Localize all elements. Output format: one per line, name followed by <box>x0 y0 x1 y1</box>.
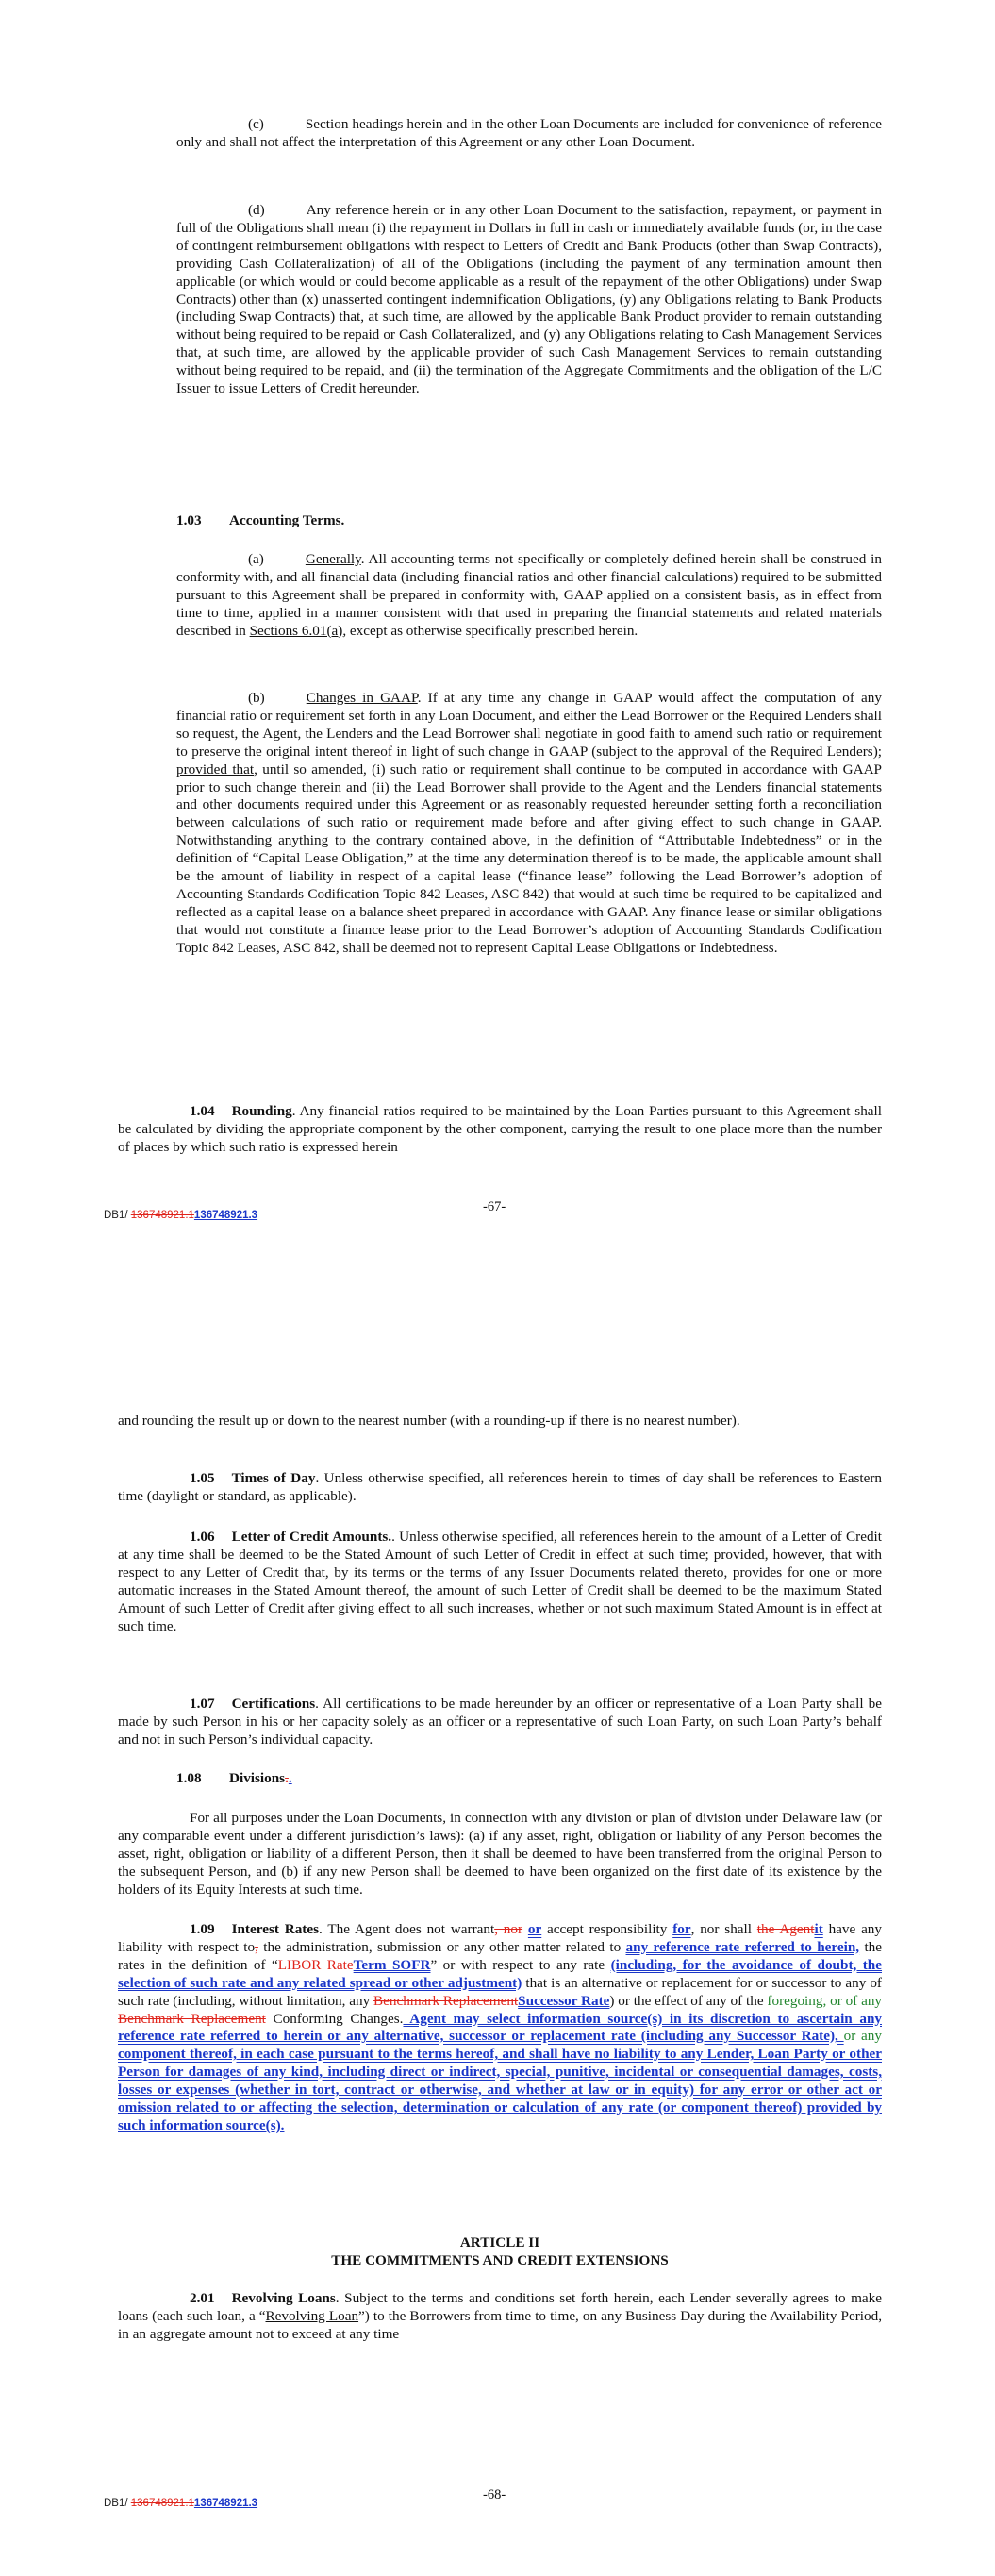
document-id-footer <box>104 1210 257 1221</box>
inserted-text: Agent may select information source(s) in its discretion to ascertain any reference rate referred to herein or any alternative, successor or replacement rate (including any Successor Rate), <box>118 2010 882 2045</box>
section-title: Interest Rates <box>231 1921 320 1937</box>
paragraph-c-label: (c) <box>248 116 264 132</box>
text-run: accept responsibility <box>541 1921 673 1937</box>
paragraph-a-caption: Generally <box>305 551 361 567</box>
paragraph-divisions: For all purposes under the Loan Documents, in connection with any division or plan of division under Delaware law (or any comparable event under a different jurisdiction’s laws): (a) if any asset, right, obligation or liability of any Person becomes the asset, right, obligation or liability of a different Person, then it shall be deemed to have been transferred from the original Person to the subsequent Person, and (b) if any new Person shall be deemed to have been organized on the first date of its existence by the holders of its Equity Interests at such time. <box>118 1810 882 1898</box>
text-run: have any liability with respect to <box>118 1921 882 1955</box>
paragraph-1-07-text: . All certifications to be made hereunder by an officer or representative of a Loan Party shall be made by such Person in his or her capacity solely as an officer or a representative of such Loan Party, on such Loan Party’s behalf and not in such Person’s individual capacity. <box>118 1696 882 1748</box>
paragraph-a-label: (a) <box>248 551 264 567</box>
paragraph-d-label: (d) <box>248 202 265 218</box>
document-id-prefix: DB1/ <box>104 1210 131 1221</box>
paragraph-c-text: Section headings herein and in the other Loan Documents are included for convenience of reference only and shall not affect the interpretation of this Agreement or any other Loan Document. <box>176 116 882 150</box>
deleted-text: , <box>255 1938 258 1955</box>
inserted-text: (including, for the avoidance of doubt, the selection of such rate and any related spread or other adjustment) <box>118 1956 882 1991</box>
paragraph-2-01-text-end: ”) to the Borrowers from time to time, on any Business Day during the Availability Period, in an aggregate amount not to exceed at any time <box>118 2307 882 2342</box>
defined-term: Revolving Loan <box>265 2307 359 2324</box>
section-1-08-heading <box>176 1770 292 1787</box>
inserted-text: component thereof, in each case pursuant to the terms hereof, and shall have no liability to any Lender, Loan Party or other Person for damages of any kind, including direct or indirect, special, punitive, incidental or consequential damages, costs, losses or expenses (whether in tort, contract or otherwise, and whether at law or in equity) for any error or other act or omission related to or affecting the selection, determination or calculation of any rate (or component thereof) provided by such information source(s). <box>118 2046 882 2133</box>
paragraph-c <box>176 116 882 152</box>
paragraph-1-07 <box>118 1696 882 1749</box>
section-number: 2.01 <box>190 2290 215 2306</box>
section-title: Times of Day <box>231 1470 316 1486</box>
paragraph-2-01-text: . Subject to the terms and conditions set forth herein, each Lender severally agrees to make loans (each such loan, a “ <box>118 2290 882 2324</box>
paragraph-1-06 <box>118 1529 882 1635</box>
document-id-prefix: DB1/ <box>104 2498 131 2509</box>
paragraph-a-text-end: , except as otherwise specifically prescribed herein. <box>342 622 638 639</box>
section-1-03-heading <box>176 512 344 529</box>
document-id-deleted: 136748921.1 <box>130 2498 194 2509</box>
page-68 <box>0 1288 995 2576</box>
text-run: . The Agent does not warrant <box>319 1921 495 1937</box>
paragraph-1-04-text: . Any financial ratios required to be maintained by the Loan Parties pursuant to this Agreement shall be calculated by dividing the appropriate component by the other component, carrying the result to one place more than the number of places by which such ratio is expressed herein <box>118 1103 882 1155</box>
provided-that-term: provided that <box>176 761 255 778</box>
paragraph-b-caption: Changes in GAAP <box>306 690 418 706</box>
article-subtitle: THE COMMITMENTS AND CREDIT EXTENSIONS <box>331 2252 669 2268</box>
text-run: Conforming Changes. <box>265 2010 404 2027</box>
inserted-text: for <box>672 1921 691 1937</box>
section-number: 1.05 <box>190 1470 215 1486</box>
moved-text: foregoing, or of any <box>767 1992 883 2009</box>
paragraph-b-text: . If at any time any change in GAAP would affect the computation of any financial ratio or requirement set forth in any Loan Document, and either the Lead Borrower or the Required Lenders shall so request, the Agent, the Lenders and the Lead Borrower shall negotiate in good faith to amend such ratio or requirement to preserve the original intent thereof in light of such change in GAAP (subject to the approval of the Required Lenders); <box>176 690 882 760</box>
section-number: 1.07 <box>190 1696 215 1712</box>
moved-text: or any <box>843 2028 882 2045</box>
deleted-text: LIBOR Rate <box>277 1956 354 1973</box>
paragraph-a-text: . All accounting terms not specifically or completely defined herein shall be construed in conformity with, and all financial data (including financial ratios and other financial calculations) required to be submitted pursuant to this Agreement shall be prepared in conformity with, GAAP applied on a consistent basis, as in effect from time to time, applied in a manner consistent with that used in preparing the financial statements and related materials described in <box>176 551 882 639</box>
document-id-footer <box>104 2498 257 2509</box>
section-number: 1.09 <box>190 1921 215 1937</box>
document-id-deleted: 136748921.1 <box>130 1210 194 1221</box>
paragraph-b-text-end: , until so amended, (i) such ratio or requirement shall continue to be computed in accordance with GAAP prior to such change therein and (ii) the Lead Borrower shall provide to the Agent and the Lenders financial statements and other documents required under this Agreement or as reasonably requested hereunder setting forth a reconciliation between calculations of such ratio or requirement made before and after giving effect to such change in GAAP. Notwithstanding anything to the contrary contained above, in the definition of “Attributable Indebtedness” or in the definition of “Capital Lease Obligation,” at the time any determination thereof is to be made, the applicable amount shall be the amount of liability in respect of a capital lease (“finance lease” following the Lead Borrower’s adoption of Accounting Standards Codification Topic 842 Leases, ASC 842) that would at such time be required to be capitalized and reflected as a capital lease on a balance sheet prepared in accordance with GAAP. Any finance lease or similar obligations that would not constitute a finance lease prior to the Lead Borrower’s adoption of Accounting Standards Codification Topic 842 Leases, ASC 842, shall be deemed not to represent Capital Lease Obligations or Indebtedness. <box>176 761 882 956</box>
inserted-text: Term SOFR <box>353 1956 431 1973</box>
text-run: the rates in the definition of “ <box>118 1938 882 1973</box>
deleted-text: the Agent <box>756 1921 815 1937</box>
text-run: ) or the effect of any of the <box>609 1992 768 2009</box>
deleted-text: Benchmark Replacement <box>373 1992 519 2009</box>
paragraph-1-09 <box>118 1921 882 2135</box>
page-number: -67- <box>483 1199 506 1214</box>
deleted-period: . <box>285 1770 289 1786</box>
continuation-paragraph: and rounding the result up or down to the nearest number (with a rounding-up if there is no nearest number). <box>118 1413 740 1429</box>
section-number: 1.04 <box>190 1103 215 1119</box>
paragraph-d-text: Any reference herein or in any other Loan Document to the satisfaction, repayment, or payment in full of the Obligations shall mean (i) the repayment in Dollars in full in cash or immediately available funds (or, in the case of contingent reimbursement obligations with respect to Letters of Credit and Bank Products (other than Swap Contracts), providing Cash Collateralization) of all of the Obligations (including the payment of any termination amount then applicable (or which would or could become applicable as a result of the repayment of the other Obligations) under Swap Contracts) other than (x) unasserted contingent indemnification Obligations, (y) any Obligations relating to Bank Products (including Swap Contracts) that, at such time, are allowed by the applicable Bank Product provider to remain outstanding without being required to be repaid or Cash Collateralized, and (y) any Obligations relating to Cash Management Services that, at such time, are allowed by the applicable provider of such Cash Management Services to remain outstanding without being required to be repaid, and (ii) the termination of the Aggregate Commitments and the obligation of the L/C Issuer to issue Letters of Credit hereunder. <box>176 202 883 397</box>
text-run: , nor shall <box>690 1921 757 1937</box>
inserted-text: Successor Rate <box>518 1992 610 2009</box>
paragraph-1-05-text: . Unless otherwise specified, all references herein to times of day shall be references to Eastern time (daylight or standard, as applicable). <box>118 1470 883 1504</box>
section-title: Accounting Terms. <box>229 512 345 528</box>
inserted-text: any reference rate referred to herein, <box>625 1938 860 1955</box>
section-title: Letter of Credit Amounts. <box>231 1529 392 1545</box>
paragraph-1-03-b <box>176 690 882 958</box>
text-run: the administration, submission or any other matter related to <box>257 1938 626 1955</box>
inserted-text: it <box>814 1921 823 1937</box>
paragraph-1-04 <box>118 1103 882 1157</box>
paragraph-b-label: (b) <box>248 690 265 706</box>
paragraph-d <box>176 202 882 398</box>
section-title: Divisions <box>229 1770 286 1786</box>
paragraph-1-05 <box>118 1470 882 1506</box>
section-number: 1.08 <box>176 1770 202 1786</box>
section-number: 1.03 <box>176 512 202 528</box>
paragraph-1-03-a <box>176 551 882 641</box>
paragraph-1-06-text: . Unless otherwise specified, all references herein to the amount of a Letter of Credit at any time shall be deemed to be the Stated Amount of such Letter of Credit in effect at such time; provided, however, that with respect to any Letter of Credit that, by its terms or the terms of any Issuer Documents related thereto, provides for one or more automatic increases in the Stated Amount thereof, the amount of such Letter of Credit shall be deemed to be the maximum Stated Amount of such Letter of Credit after giving effect to all such increases, whether or not such maximum Stated Amount is in effect at such time. <box>118 1529 882 1634</box>
article-title: ARTICLE II <box>459 2234 540 2250</box>
inserted-period: . <box>288 1770 292 1786</box>
page-number: -68- <box>483 2487 506 2502</box>
paragraph-2-01 <box>118 2290 882 2344</box>
section-title: Revolving Loans <box>231 2290 336 2306</box>
inserted-text: or <box>527 1921 542 1937</box>
section-title: Certifications <box>231 1696 316 1712</box>
section-number: 1.06 <box>190 1529 215 1545</box>
section-reference-link: Sections 6.01(a) <box>249 622 343 639</box>
deleted-text: , nor <box>494 1921 523 1937</box>
deleted-text: Benchmark Replacement <box>118 2010 266 2027</box>
document-id-inserted: 136748921.3 <box>193 1210 258 1221</box>
text-run: ” or with respect to any rate <box>430 1956 611 1973</box>
section-title: Rounding <box>231 1103 292 1119</box>
document-id-inserted: 136748921.3 <box>193 2498 258 2509</box>
text-run: that is an alternative or replacement for or successor to any of such rate (including, without limitation, any <box>118 1974 882 2009</box>
